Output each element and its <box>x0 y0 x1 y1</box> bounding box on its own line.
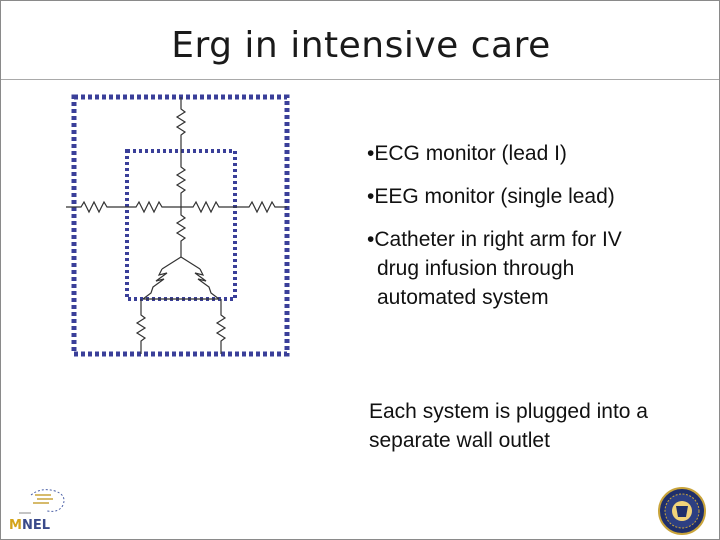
resistor-bottom-right <box>217 299 225 354</box>
resistor-lower-middle <box>177 207 185 257</box>
mnel-logo <box>11 485 73 519</box>
circuit-diagram <box>61 89 301 364</box>
resistor-triangle-right <box>195 269 219 299</box>
resistor-upper-middle <box>177 163 185 207</box>
wall-outlet-note: Each system is plugged into a separate wall outlet <box>369 400 648 452</box>
bullet-catheter: •Catheter in right arm for IV drug infusion through automated system <box>367 228 622 309</box>
triangle-top-legs <box>162 257 200 269</box>
resistor-top <box>177 97 185 163</box>
university-seal-icon <box>657 486 707 536</box>
title-divider <box>1 79 719 80</box>
bullet-ecg: •ECG monitor (lead I) <box>367 142 567 165</box>
horizontal-resistor-chain <box>66 202 287 212</box>
bullet-list <box>367 139 667 326</box>
resistor-triangle-left <box>143 269 167 299</box>
bullet-eeg: •EEG monitor (single lead) <box>367 185 615 208</box>
resistor-bottom-left <box>137 299 145 354</box>
mnel-logo-text: MNEL <box>9 518 50 533</box>
slide-title: Erg in intensive care <box>171 25 551 66</box>
